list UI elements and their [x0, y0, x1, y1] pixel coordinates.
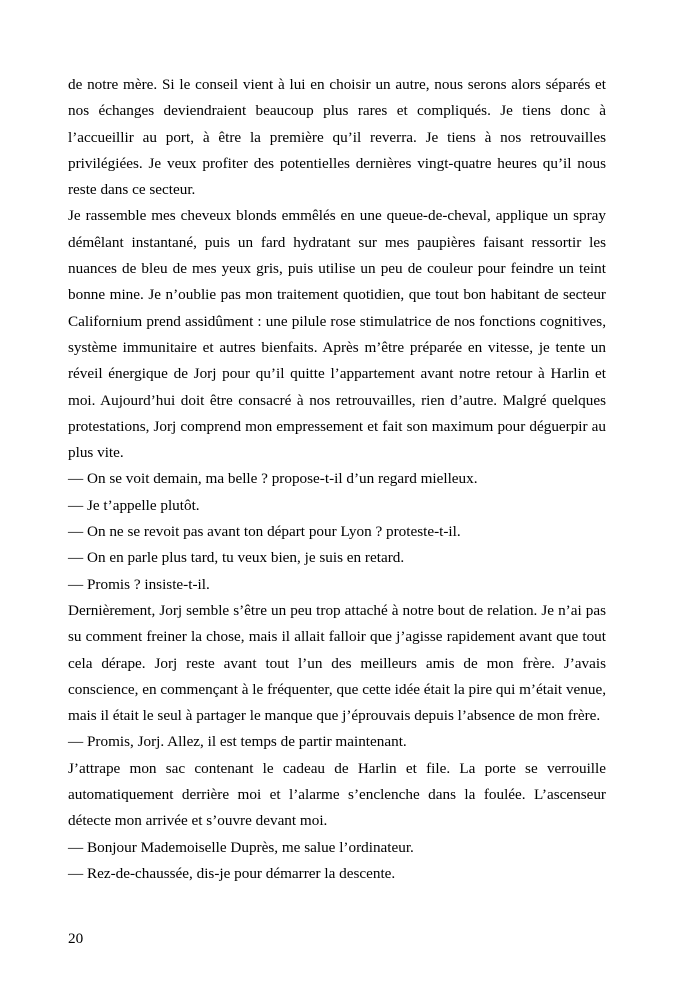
body-paragraph: Je rassemble mes cheveux blonds emmêlés en une queue-de-cheval, applique un spray démêlant instantané, puis un fard hydratant sur mes paupières faisant ressortir les nuances de bleu de mes yeux gris, puis utilise un peu de couleur pour feindre un teint bonne mine. Je n’oublie pas mon traitement quotidien, que tout bon habitant de secteur Californium prend assidûment : une pilule rose stimulatrice de nos fonctions cognitives, système immunitaire et autres bienfaits. Après m’être préparée en vitesse, je tente un réveil énergique de Jorj pour qu’il quitte l’appartement avant notre retour à Harlin et moi. Aujourd’hui doit être consacré à nos retrouvailles, rien d’autre. Malgré quelques protestations, Jorj comprend mon empressement et fait son maximum pour déguerpir au plus vite. — [68, 207, 606, 462]
body-paragraph: de notre mère. Si le conseil vient à lui en choisir un autre, nous serons alors séparés et nos échanges deviendraient beaucoup plus rares et compliqués. Je tiens donc à l’accueillir au port, à être la première qu’il reverra. Je tiens à nos retrouvailles privilégiées. Je veux profiter des potentielles dernières vingt-quatre heures qu’il nous reste dans ce secteur. — [68, 76, 606, 199]
dialogue-line: — Promis ? insiste-t-il. — [68, 575, 210, 593]
page-number: 20 — [68, 929, 84, 947]
dialogue-line: — Je t’appelle plutôt. — [68, 496, 200, 514]
dialogue-line: — On se voit demain, ma belle ? propose-t-il d’un regard mielleux. — [68, 470, 478, 488]
dialogue-line: — Bonjour Mademoiselle Duprès, me salue l’ordinateur. — [68, 838, 414, 856]
page-body-text — [68, 72, 606, 887]
body-paragraph: J’attrape mon sac contenant le cadeau de Harlin et file. La porte se verrouille automatiquement derrière moi et l’alarme s’enclenche dans la foulée. L’ascenseur détecte mon arrivée et s’ouvre devant moi. — [68, 759, 606, 830]
dialogue-line: — Rez-de-chaussée, dis-je pour démarrer la descente. — [68, 864, 396, 882]
dialogue-line: — On ne se revoit pas avant ton départ pour Lyon ? proteste-t-il. — [68, 523, 461, 541]
body-paragraph: Dernièrement, Jorj semble s’être un peu trop attaché à notre bout de relation. Je n’ai pas su comment freiner la chose, mais il allait falloir que j’agisse rapidement avant que tout cela dérape. Jorj reste avant tout l’un des meilleurs amis de mon frère. J’avais conscience, en commençant à le fréquenter, que cette idée était la pire qui m’était venue, mais il était le seul à partager le manque que j’éprouvais depuis l’absence de mon frère. — [68, 601, 606, 725]
dialogue-line: — Promis, Jorj. Allez, il est temps de partir maintenant. — [68, 733, 407, 751]
dialogue-line: — On en parle plus tard, tu veux bien, je suis en retard. — [68, 549, 405, 567]
